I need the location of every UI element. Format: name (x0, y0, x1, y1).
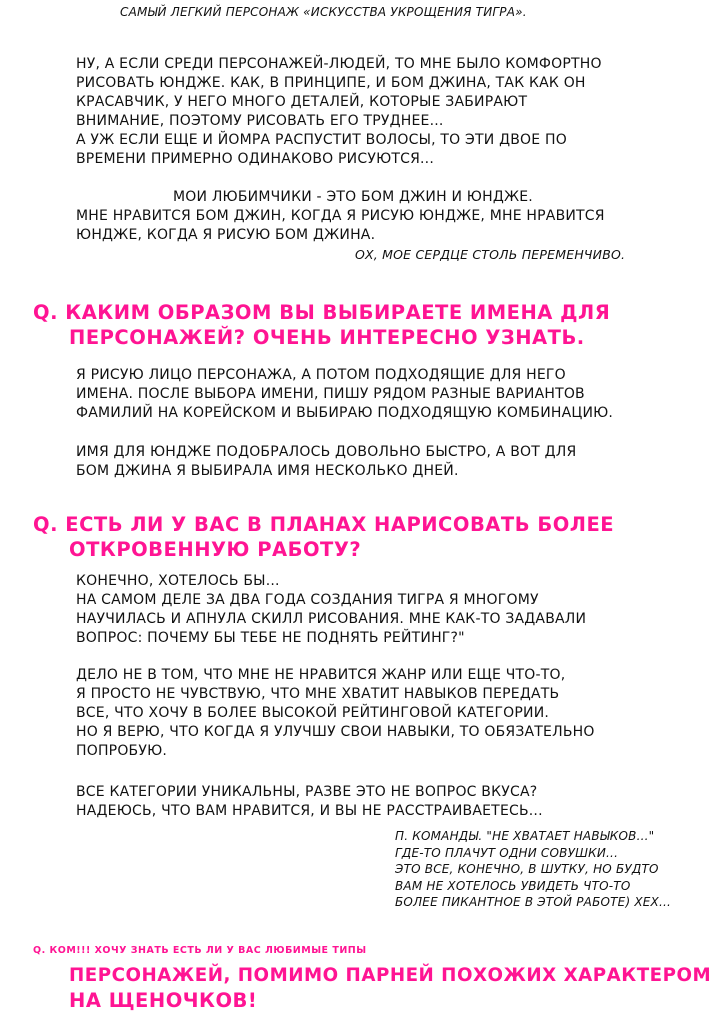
question-line: Q. КАКИМ ОБРАЗОМ ВЫ ВЫБИРАЕТЕ ИМЕНА ДЛЯ (33, 301, 611, 324)
text-line: ДЕЛО НЕ В ТОМ, ЧТО МНЕ НЕ НРАВИТСЯ ЖАНР ИЛИ ЕЩЕ ЧТО-ТО, (76, 667, 566, 683)
text-line: ФАМИЛИЙ НА КОРЕЙСКОМ И ВЫБИРАЮ ПОДХОДЯЩУЮ КОМБИНАЦИЮ. (76, 405, 614, 421)
text-line: ВРЕМЕНИ ПРИМЕРНО ОДИНАКОВО РИСУЮТСЯ... (76, 151, 434, 167)
text-line: ИМЕНА. ПОСЛЕ ВЫБОРА ИМЕНИ, ПИШУ РЯДОМ РАЗНЫЕ ВАРИАНТОВ (76, 386, 585, 402)
text-line: Я РИСУЮ ЛИЦО ПЕРСОНАЖА, А ПОТОМ ПОДХОДЯЩИЕ ДЛЯ НЕГО (76, 367, 566, 383)
question-3 (33, 938, 711, 1013)
aside-note (355, 245, 625, 264)
text-line: ВОПРОС: ПОЧЕМУ БЫ ТЕБЕ НЕ ПОДНЯТЬ РЕЙТИНГ?" (76, 630, 465, 646)
question-2 (33, 512, 614, 562)
note-line: П. КОМАНДЫ. "НЕ ХВАТАЕТ НАВЫКОВ..." (395, 829, 655, 843)
note-line: ГДЕ-ТО ПЛАЧУТ ОДНИ СОВУШКИ... (395, 845, 619, 860)
text-line: НА САМОМ ДЕЛЕ ЗА ДВА ГОДА СОЗДАНИЯ ТИГРА Я МНОГОМУ (76, 592, 539, 608)
text-line: РИСОВАТЬ ЮНДЖЕ. КАК, В ПРИНЦИПЕ, И БОМ ДЖИНА, ТАК КАК ОН (76, 75, 586, 91)
text-line: НАДЕЮСЬ, ЧТО ВАМ НРАВИТСЯ, И ВЫ НЕ РАССТРАИВАЕТЕСЬ... (76, 803, 543, 819)
text-line: КОНЕЧНО, ХОТЕЛОСЬ БЫ... (76, 573, 280, 589)
text-line: ИМЯ ДЛЯ ЮНДЖЕ ПОДОБРАЛОСЬ ДОВОЛЬНО БЫСТРО, А ВОТ ДЛЯ (76, 444, 577, 460)
answer-paragraph-2 (76, 188, 605, 245)
note-line: ВАМ НЕ ХОТЕЛОСЬ УВИДЕТЬ ЧТО-ТО (395, 878, 631, 893)
text-line: НУ, А ЕСЛИ СРЕДИ ПЕРСОНАЖЕЙ-ЛЮДЕЙ, ТО МНЕ БЫЛО КОМФОРТНО (76, 56, 602, 72)
text-line: А УЖ ЕСЛИ ЕЩЕ И ЙОМРА РАСПУСТИТ ВОЛОСЫ, ТО ЭТИ ДВОЕ ПО (76, 132, 567, 148)
text-line: МОИ ЛЮБИМЧИКИ - ЭТО БОМ ДЖИН И ЮНДЖЕ. (173, 189, 533, 205)
text-line: КРАСАВЧИК, У НЕГО МНОГО ДЕТАЛЕЙ, КОТОРЫЕ ЗАБИРАЮТ (76, 94, 528, 110)
answer-1 (76, 366, 613, 423)
team-note (395, 828, 671, 911)
answer-2-final (76, 783, 543, 821)
text-line: Я ПРОСТО НЕ ЧУВСТВУЮ, ЧТО МНЕ ХВАТИТ НАВЫКОВ ПЕРЕДАТЬ (76, 686, 560, 702)
text-line: ВСЕ КАТЕГОРИИ УНИКАЛЬНЫ, РАЗВЕ ЭТО НЕ ВОПРОС ВКУСА? (76, 784, 538, 800)
text-line: ВНИМАНИЕ, ПОЭТОМУ РИСОВАТЬ ЕГО ТРУДНЕЕ... (76, 113, 444, 129)
note-line: БОЛЕЕ ПИКАНТНОЕ В ЭТОЙ РАБОТЕ) ХЕХ... (395, 895, 672, 909)
answer-paragraph-1 (76, 55, 602, 169)
text-line: НАУЧИЛАСЬ И АПНУЛА СКИЛЛ РИСОВАНИЯ. МНЕ КАК-ТО ЗАДАВАЛИ (76, 611, 587, 627)
page-title (120, 4, 527, 20)
answer-1-continued (76, 443, 576, 481)
answer-2-continued (76, 666, 595, 761)
text-line: ПОПРОБУЮ. (76, 743, 168, 759)
title-text: САМЫЙ ЛЕГКИЙ ПЕРСОНАЖ «ИСКУССТВА УКРОЩЕНИЯ ТИГРА». (120, 5, 527, 19)
question-line: ОТКРОВЕННУЮ РАБОТУ? (69, 538, 362, 561)
question-line: Q. КОМ!!! ХОЧУ ЗНАТЬ ЕСТЬ ЛИ У ВАС ЛЮБИМЫЕ ТИПЫ (33, 945, 367, 956)
text-line: МНЕ НРАВИТСЯ БОМ ДЖИН, КОГДА Я РИСУЮ ЮНДЖЕ, МНЕ НРАВИТСЯ (76, 208, 605, 224)
note-line: ЭТО ВСЕ, КОНЕЧНО, В ШУТКУ, НО БУДТО (395, 862, 659, 876)
question-line: ПЕРСОНАЖЕЙ? ОЧЕНЬ ИНТЕРЕСНО УЗНАТЬ. (69, 326, 585, 349)
answer-2 (76, 572, 586, 648)
text-line: ВСЕ, ЧТО ХОЧУ В БОЛЕЕ ВЫСОКОЙ РЕЙТИНГОВОЙ КАТЕГОРИИ. (76, 705, 550, 721)
question-1 (33, 300, 610, 350)
text-line: БОМ ДЖИНА Я ВЫБИРАЛА ИМЯ НЕСКОЛЬКО ДНЕЙ. (76, 463, 459, 479)
question-line: Q. ЕСТЬ ЛИ У ВАС В ПЛАНАХ НАРИСОВАТЬ БОЛЕЕ (33, 513, 615, 536)
question-line: ПЕРСОНАЖЕЙ, ПОМИМО ПАРНЕЙ ПОХОЖИХ ХАРАКТЕРОМ (69, 965, 712, 986)
text-line: ОХ, МОЕ СЕРДЦЕ СТОЛЬ ПЕРЕМЕНЧИВО. (355, 247, 626, 262)
text-line: ЮНДЖЕ, КОГДА Я РИСУЮ БОМ ДЖИНА. (76, 227, 376, 243)
text-line: НО Я ВЕРЮ, ЧТО КОГДА Я УЛУЧШУ СВОИ НАВЫКИ, ТО ОБЯЗАТЕЛЬНО (76, 724, 595, 740)
question-line: НА ЩЕНОЧКОВ! (69, 989, 258, 1012)
